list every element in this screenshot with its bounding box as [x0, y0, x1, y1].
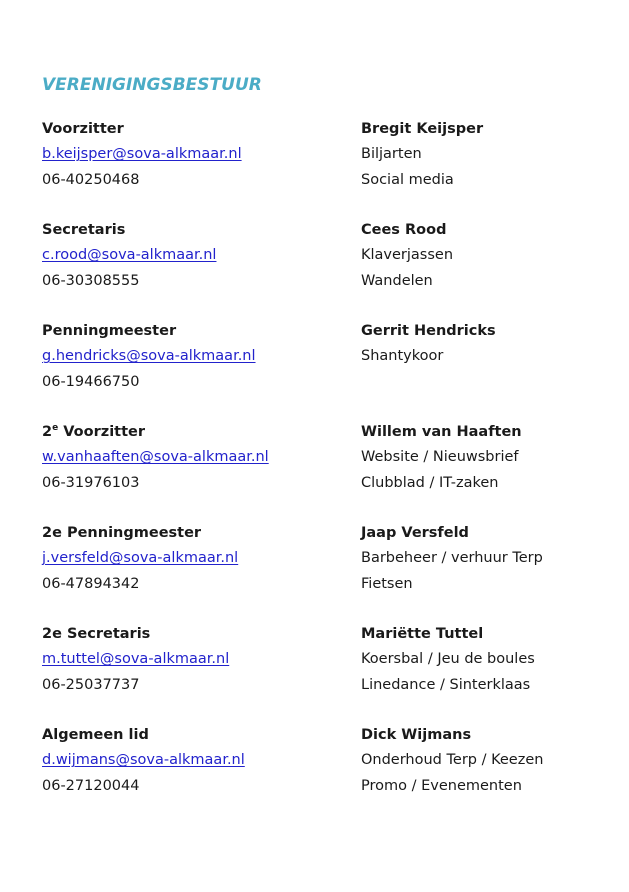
- board-member-2e-penningmeester: [42, 521, 602, 601]
- role-label: 2e Voorzitter: [42, 423, 146, 440]
- task-line: Barbeheer / verhuur Terp: [361, 550, 543, 567]
- role-label: 2e Secretaris: [42, 626, 151, 642]
- email-link[interactable]: j.versfeld@sova-alkmaar.nl: [42, 550, 239, 567]
- task-line: Fietsen: [361, 575, 413, 592]
- task-line: Wandelen: [361, 272, 433, 289]
- role-label: 2e Penningmeester: [42, 525, 202, 541]
- board-member-algemeen-lid: [42, 723, 602, 803]
- role-label: Algemeen lid: [42, 727, 149, 743]
- page-title: VERENIGINGSBESTUUR: [42, 75, 262, 95]
- task-line: Klaverjassen: [361, 247, 454, 264]
- member-name: Dick Wijmans: [361, 727, 472, 743]
- task-line: Website / Nieuwsbrief: [361, 449, 519, 466]
- board-member-penningmeester: [42, 319, 602, 399]
- role-label: Secretaris: [42, 222, 126, 238]
- email-link[interactable]: d.wijmans@sova-alkmaar.nl: [42, 752, 245, 769]
- phone-number: 06-47894342: [42, 575, 140, 592]
- phone-number: 06-25037737: [42, 676, 140, 693]
- phone-number: 06-40250468: [42, 171, 140, 188]
- task-line: Linedance / Sinterklaas: [361, 676, 531, 693]
- task-line: Onderhoud Terp / Keezen: [361, 752, 544, 769]
- task-line: Koersbal / Jeu de boules: [361, 651, 535, 668]
- phone-number: 06-31976103: [42, 474, 140, 491]
- email-link[interactable]: w.vanhaaften@sova-alkmaar.nl: [42, 449, 269, 466]
- member-name: Willem van Haaften: [361, 424, 522, 440]
- phone-number: 06-30308555: [42, 272, 140, 289]
- task-line: [361, 370, 621, 395]
- role-label: Penningmeester: [42, 323, 177, 339]
- task-line: Clubblad / IT-zaken: [361, 474, 499, 491]
- email-link[interactable]: g.hendricks@sova-alkmaar.nl: [42, 348, 256, 365]
- member-name: Gerrit Hendricks: [361, 323, 496, 339]
- email-link[interactable]: b.keijsper@sova-alkmaar.nl: [42, 146, 242, 163]
- board-member-secretaris: [42, 218, 602, 298]
- task-line: Biljarten: [361, 146, 422, 163]
- phone-number: 06-19466750: [42, 373, 140, 390]
- member-name: Mariëtte Tuttel: [361, 626, 484, 642]
- email-link[interactable]: m.tuttel@sova-alkmaar.nl: [42, 651, 230, 668]
- member-name: Cees Rood: [361, 222, 447, 238]
- member-name: Jaap Versfeld: [361, 525, 469, 541]
- role-label: Voorzitter: [42, 121, 124, 137]
- board-member-voorzitter: [42, 117, 602, 197]
- phone-number: 06-27120044: [42, 777, 140, 794]
- task-line: Shantykoor: [361, 348, 444, 365]
- email-link[interactable]: c.rood@sova-alkmaar.nl: [42, 247, 217, 264]
- task-line: Social media: [361, 171, 454, 188]
- task-line: Promo / Evenementen: [361, 777, 522, 794]
- member-name: Bregit Keijsper: [361, 121, 484, 137]
- board-member-2e-secretaris: [42, 622, 602, 702]
- board-member-2e-voorzitter: [42, 420, 602, 500]
